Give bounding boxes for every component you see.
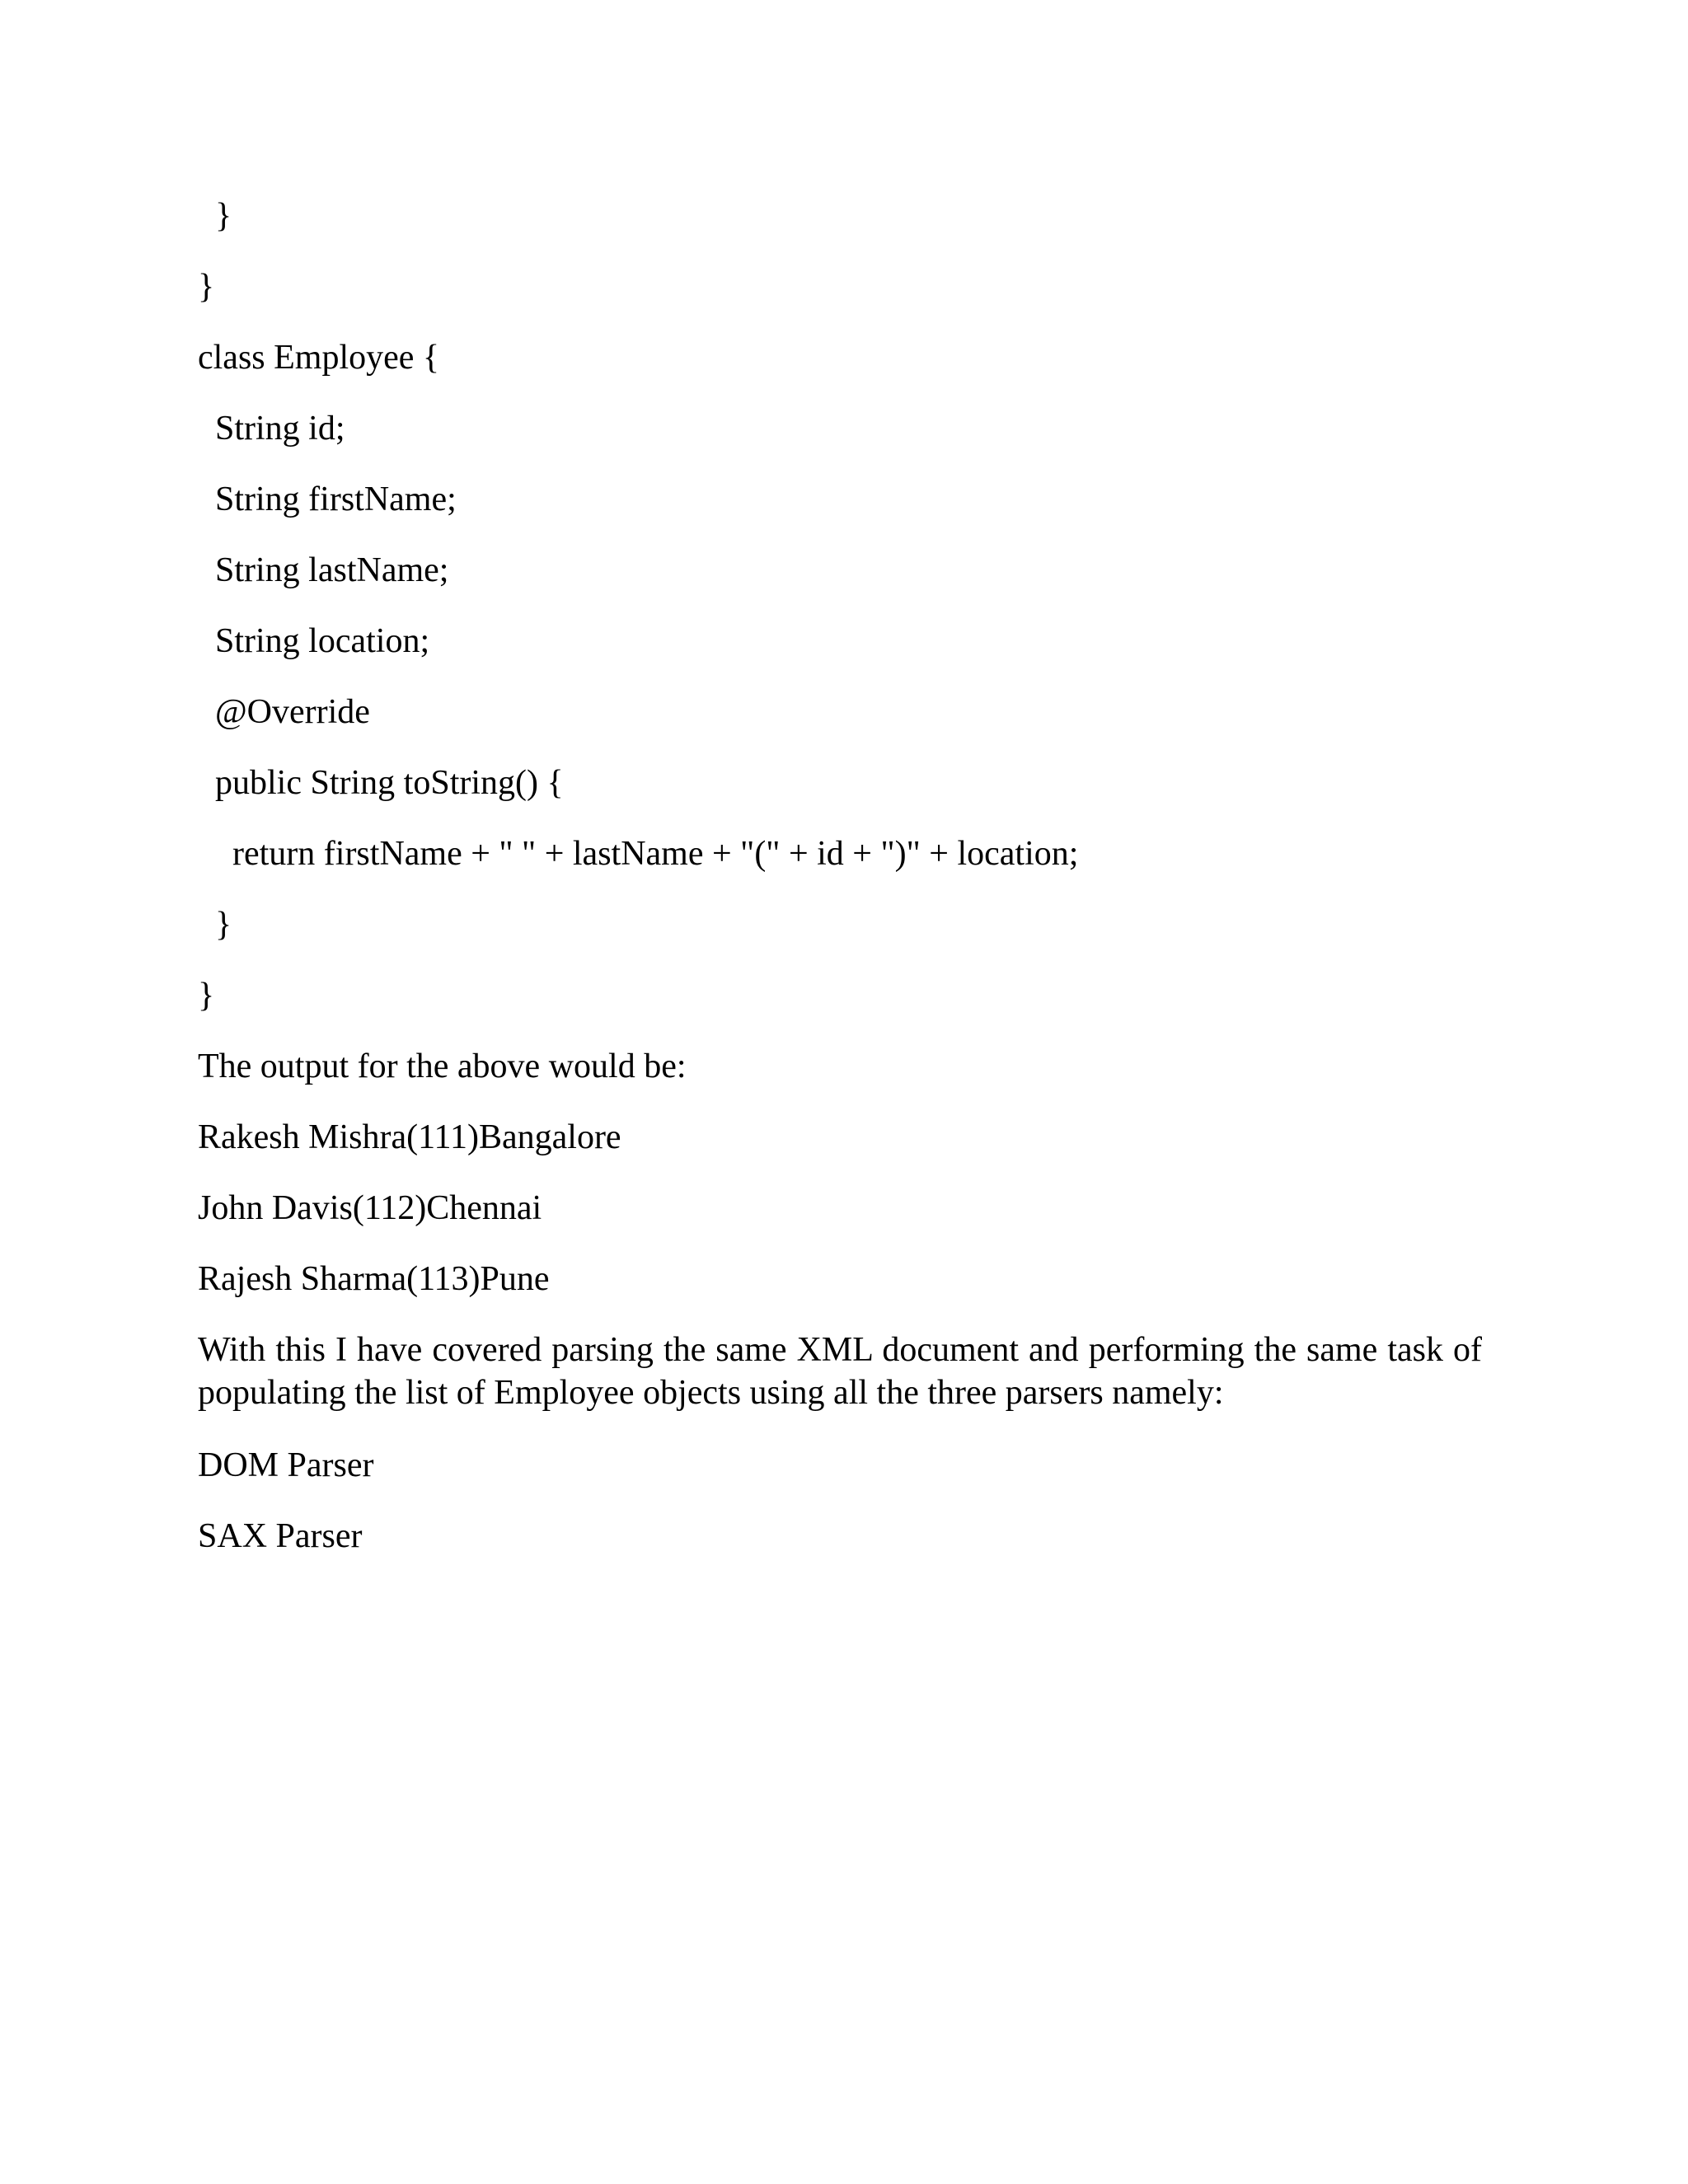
code-line-class-closing-brace: }: [198, 977, 215, 1015]
output-line: Rakesh Mishra(111)Bangalore: [198, 1118, 621, 1156]
code-line-field-id: String id;: [198, 410, 345, 448]
parser-list-item: DOM Parser: [198, 1446, 374, 1484]
output-line: John Davis(112)Chennai: [198, 1189, 542, 1227]
code-line-field-location: String location;: [198, 622, 430, 660]
code-line-override-annotation: @Override: [198, 693, 370, 731]
code-line-return-statement: return firstName + " " + lastName + "(" + id + ")" + location;: [198, 835, 1079, 873]
code-line-closing-brace-inner: }: [198, 197, 232, 235]
code-line-field-lastname: String lastName;: [198, 551, 449, 589]
code-line-method-closing-brace: }: [198, 906, 232, 944]
code-line-field-firstname: String firstName;: [198, 480, 457, 518]
output-line: Rajesh Sharma(113)Pune: [198, 1260, 550, 1298]
parser-list-item: SAX Parser: [198, 1517, 363, 1555]
code-line-closing-brace-outer: }: [198, 268, 215, 306]
output-intro-text: The output for the above would be:: [198, 1047, 687, 1085]
code-line-class-declaration: class Employee {: [198, 339, 440, 377]
code-line-tostring-signature: public String toString() {: [198, 764, 564, 802]
summary-paragraph: With this I have covered parsing the same XML document and performing the same task of populating the list of Employee objects using all the three parsers namely:: [198, 1331, 1482, 1412]
